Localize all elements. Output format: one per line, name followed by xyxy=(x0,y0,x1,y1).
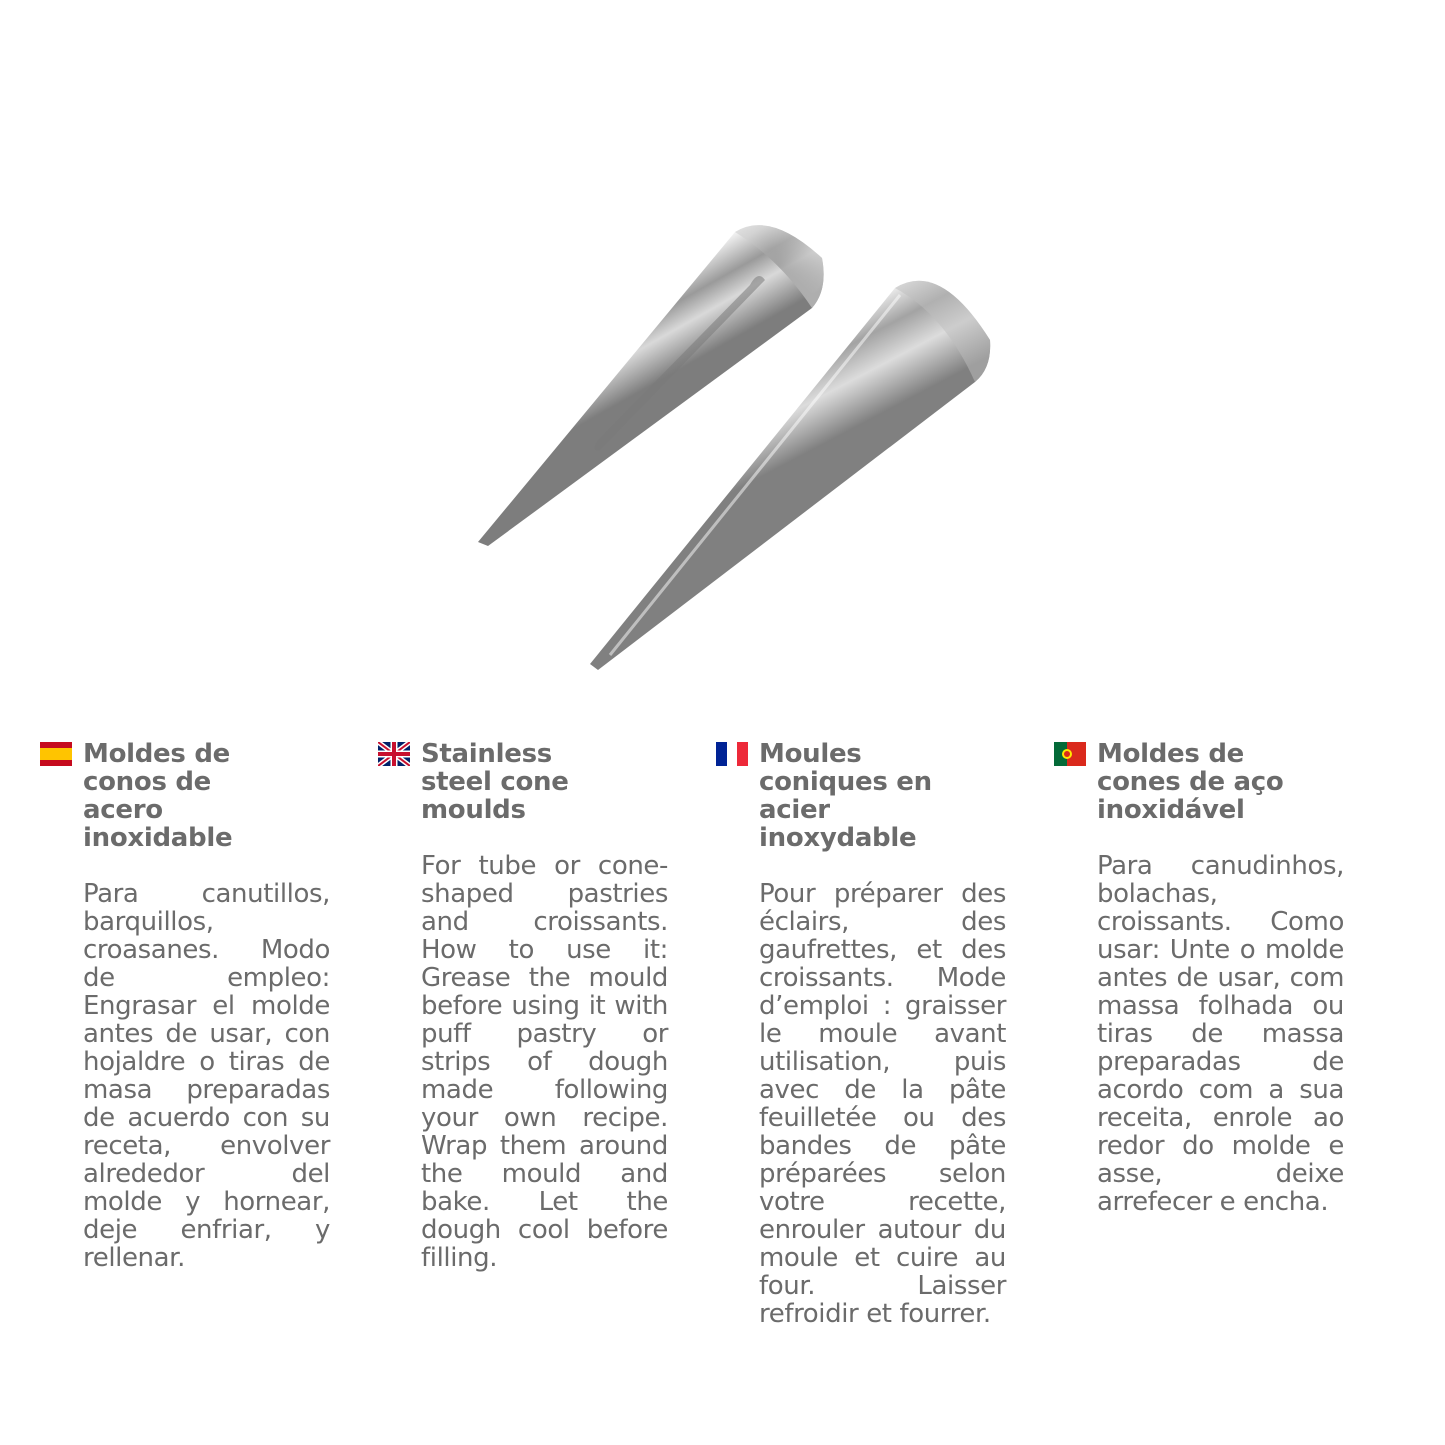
portugal-flag-icon xyxy=(1054,742,1086,766)
spain-flag-icon xyxy=(40,742,72,766)
portuguese-title: Moldes de cones de aço inoxidável xyxy=(1097,739,1284,825)
french-title: Moules coniques en acier inoxydable xyxy=(759,739,932,853)
spanish-column xyxy=(40,739,330,1273)
spanish-description: Para canutillos, barquillos, croasanes. Modo de empleo: Engrasar el molde antes de usar, con hojaldre o tiras de masa preparadas de acuerdo con su receta, envolver alrededor del molde y hornear, deje enfriar, y rellenar. xyxy=(83,879,330,1273)
english-description: For tube or cone-shaped pastries and croissants. How to use it: Grease the mould before using it with puff pastry or strips of dough made following your own recipe. Wrap them around the mould and bake. Let the dough cool before filling. xyxy=(421,851,668,1273)
spanish-title: Moldes de conos de acero inoxidable xyxy=(83,739,233,853)
english-title: Stainless steel cone moulds xyxy=(421,739,569,825)
france-flag-icon xyxy=(716,742,748,766)
english-column xyxy=(378,739,668,1273)
portuguese-description: Para canudinhos, bolachas, croissants. Como usar: Unte o molde antes de usar, com massa folhada ou tiras de massa preparadas de acordo com a sua receita, enrole ao redor do molde e asse, deixe arrefecer e encha. xyxy=(1097,851,1344,1217)
uk-flag-icon xyxy=(378,742,410,766)
french-column xyxy=(716,739,1006,1329)
french-description: Pour préparer des éclairs, des gaufrettes, et des croissants. Mode d’emploi : graisser le moule avant utilisation, puis avec de la pâte feuilletée ou des bandes de pâte préparées selon votre recette, enrouler autour du moule et cuire au four. Laisser refroidir et fourrer. xyxy=(759,879,1006,1329)
cone-moulds-image xyxy=(440,200,1020,690)
portuguese-column xyxy=(1054,739,1344,1217)
